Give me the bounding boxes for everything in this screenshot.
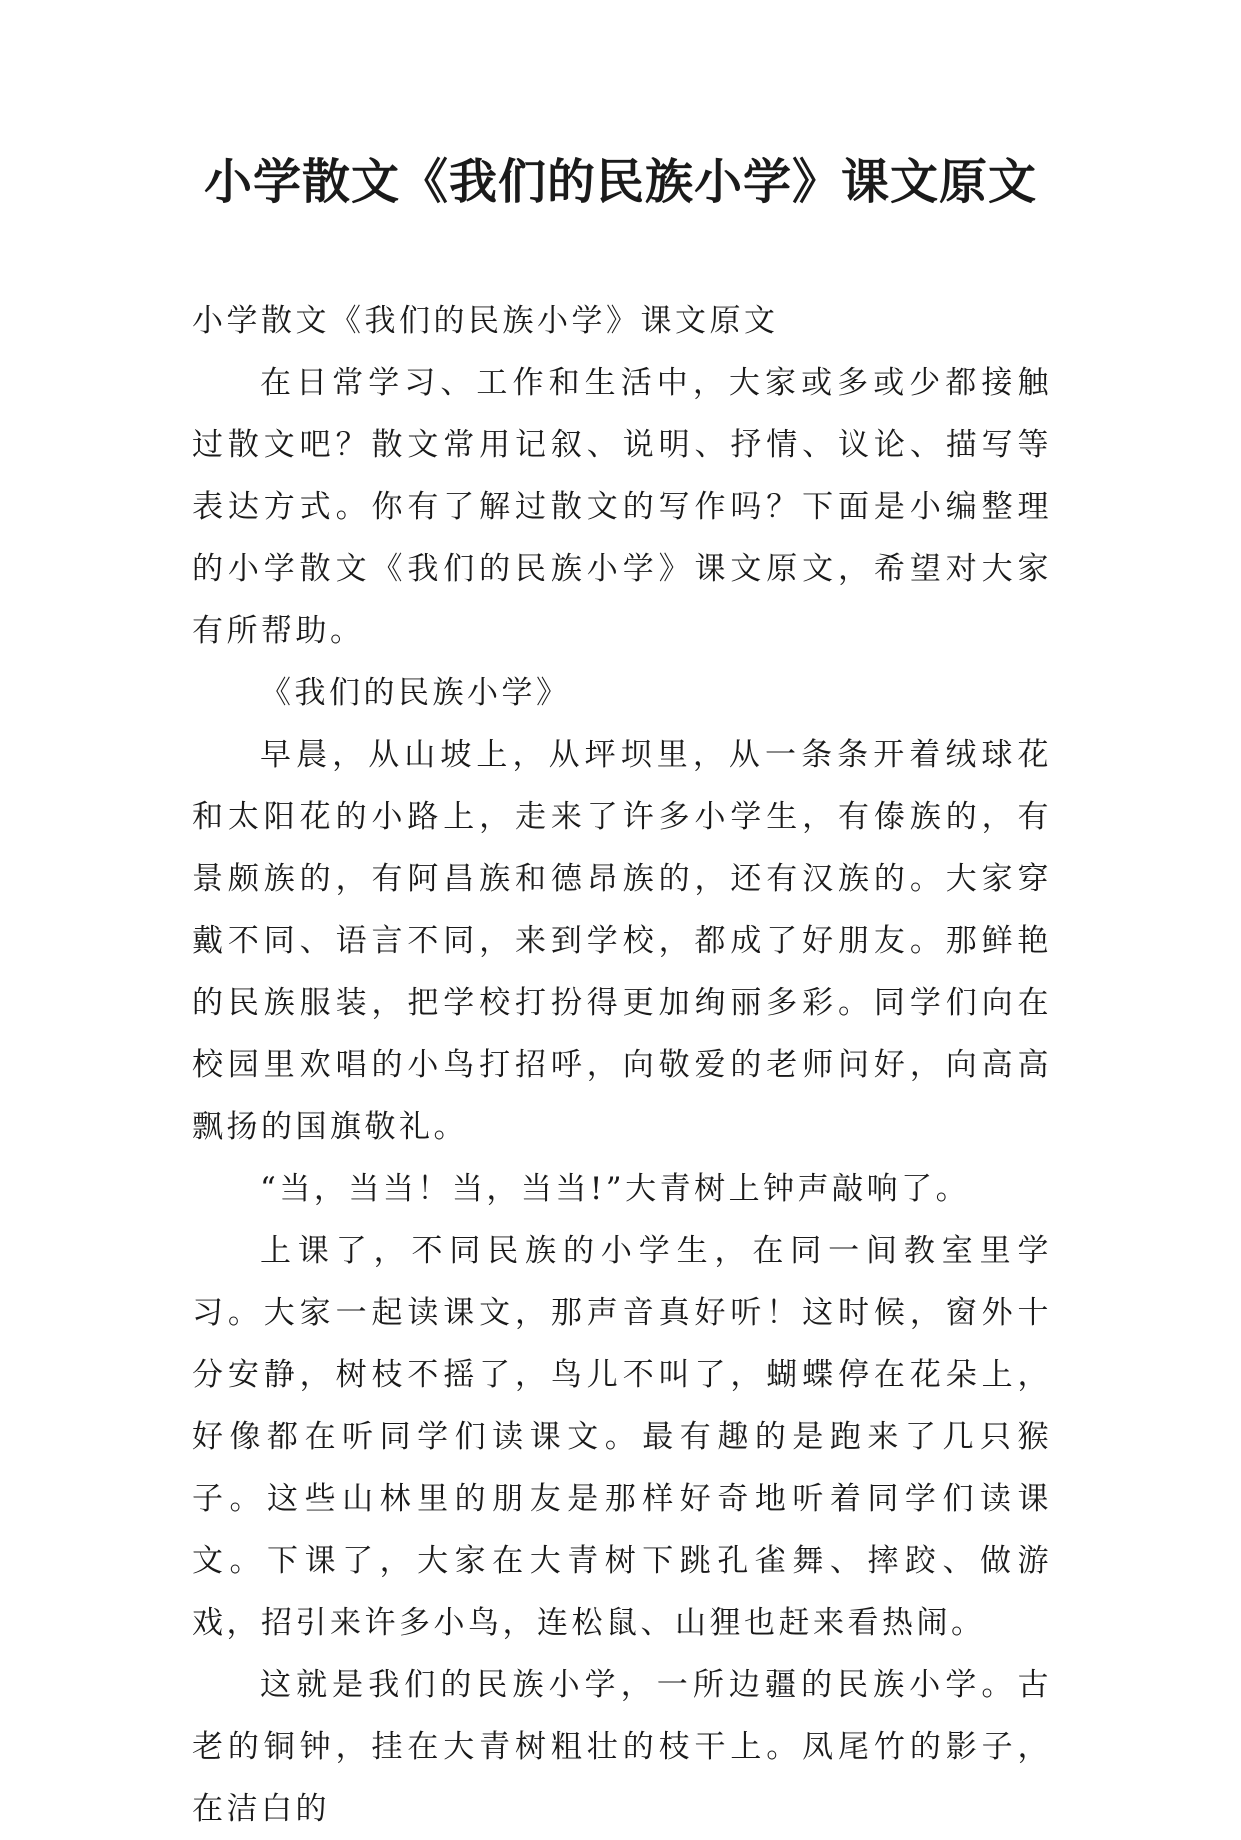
paragraph: 上课了，不同民族的小学生，在同一间教室里学习。大家一起读课文，那声音真好听！这时候，窗外十分安静，树枝不摇了，鸟儿不叫了，蝴蝶停在花朵上，好像都在听同学们读课文。最有趣的是跑来了几只猴子。这些山林里的朋友是那样好奇地听着同学们读课文。下课了，大家在大青树下跳孔雀舞、摔跤、做游戏，招引来许多小鸟，连松鼠、山狸也赶来看热闹。: [192, 1233, 1052, 1641]
paragraph: 小学散文《我们的民族小学》课文原文: [192, 303, 779, 339]
paragraph: 《我们的民族小学》: [260, 675, 571, 711]
document-body: [192, 290, 1052, 1840]
paragraph: 早晨，从山坡上，从坪坝里，从一条条开着绒球花和太阳花的小路上，走来了许多小学生，有傣族的，有景颇族的，有阿昌族和德昂族的，还有汉族的。大家穿戴不同、语言不同，来到学校，都成了好朋友。那鲜艳的民族服装，把学校打扮得更加绚丽多彩。同学们向在校园里欢唱的小鸟打招呼，向敬爱的老师问好，向高高飘扬的国旗敬礼。: [192, 737, 1052, 1145]
document-title: 小学散文《我们的民族小学》课文原文: [203, 154, 1037, 210]
paragraph: “当，当当！当，当当!”大青树上钟声敲响了。: [260, 1171, 971, 1207]
paragraph: 这就是我们的民族小学，一所边疆的民族小学。古老的铜钟，挂在大青树粗壮的枝干上。凤尾竹的影子，在洁白的: [192, 1667, 1052, 1827]
paragraph: 在日常学习、工作和生活中，大家或多或少都接触过散文吧？散文常用记叙、说明、抒情、议论、描写等表达方式。你有了解过散文的写作吗？下面是小编整理的小学散文《我们的民族小学》课文原文，希望对大家有所帮助。: [192, 365, 1052, 649]
